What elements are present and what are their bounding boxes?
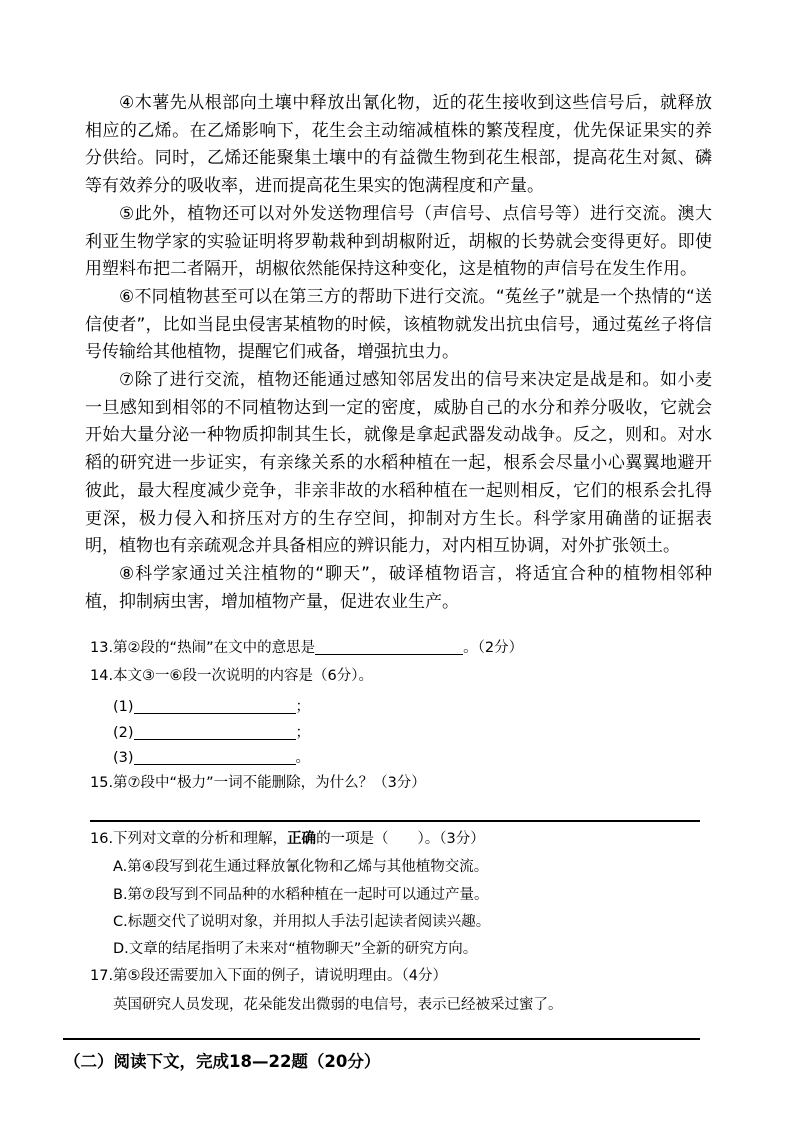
question-16 bbox=[90, 829, 485, 849]
article-body bbox=[85, 90, 712, 616]
question-17-example: 英国研究人员发现，花朵能发出微弱的电信号，表示已经被采过蜜了。 bbox=[113, 997, 563, 1013]
answer-blank bbox=[315, 640, 463, 655]
option-a: A.第④段写到花生通过释放氰化物和乙烯与其他植物交流。 bbox=[113, 859, 489, 875]
answer-line-3-punct: 。 bbox=[295, 750, 311, 766]
answer-line-1-punct: ； bbox=[295, 699, 311, 715]
answer-line-1 bbox=[113, 697, 310, 717]
answer-blank bbox=[134, 750, 296, 765]
answer-blank bbox=[134, 725, 296, 740]
answer-line-2 bbox=[113, 723, 310, 743]
divider-line-2 bbox=[63, 1038, 700, 1040]
question-16-text: 16.下列对文章的分析和理解， bbox=[90, 831, 288, 847]
option-b: B.第⑦段写到不同品种的水稻种植在一起时可以通过产量。 bbox=[113, 887, 489, 903]
option-d: D.文章的结尾指明了未来对“植物聊天”全新的研究方向。 bbox=[113, 941, 478, 957]
answer-line-1-label: (1) bbox=[113, 699, 134, 715]
question-14: 14.本文③一⑥段一次说明的内容是（6分）。 bbox=[90, 668, 374, 684]
section-2-heading: （二）阅读下文，完成18—22题（20分） bbox=[64, 1052, 381, 1071]
paragraph-6: ⑥不同植物甚至可以在第三方的帮助下进行交流。“菟丝子”就是一个热情的“送信使者”，比如当昆虫侵害某植物的时候，该植物就发出抗虫信号，通过菟丝子将信号传输给其他植物，提醒它们戒备，增强抗虫力。 bbox=[85, 286, 712, 363]
question-13-text: 13.第②段的“热闹”在文中的意思是 bbox=[90, 640, 316, 656]
paragraph-8: ⑧科学家通过关注植物的“聊天”，破译植物语言，将适宜合种的植物相邻种植，抑制病虫害，增加植物产量，促进农业生产。 bbox=[85, 563, 712, 612]
answer-blank bbox=[134, 699, 296, 714]
answer-line-2-label: (2) bbox=[113, 725, 134, 741]
question-16-suffix: 的一项是（ ）。（3分） bbox=[316, 831, 485, 847]
paragraph-5: ⑤此外，植物还可以对外发送物理信号（声信号、点信号等）进行交流。澳大利亚生物学家的实验证明将罗勒栽种到胡椒附近，胡椒的长势就会变得更好。即使用塑料布把二者隔开，胡椒依然能保持这种变化，这是植物的声信号在发生作用。 bbox=[85, 203, 712, 280]
paragraph-4: ④木薯先从根部向土壤中释放出氰化物，近的花生接收到这些信号后，就释放相应的乙烯。在乙烯影响下，花生会主动缩减植株的繁茂程度，优先保证果实的养分供给。同时，乙烯还能聚集土壤中的有益微生物到花生根部，提高花生对氮、磷等有效养分的吸收率，进而提高花生果实的饱满程度和产量。 bbox=[85, 93, 712, 197]
question-13 bbox=[90, 638, 523, 658]
question-15: 15.第⑦段中“极力”一词不能删除，为什么？（3分） bbox=[90, 775, 426, 791]
question-16-emphasis: 正确 bbox=[287, 831, 317, 847]
answer-line-3-label: (3) bbox=[113, 750, 134, 766]
divider-line bbox=[90, 820, 700, 822]
question-17: 17.第⑤段还需要加入下面的例子，请说明理由。（4分） bbox=[90, 968, 448, 984]
answer-line-3 bbox=[113, 748, 310, 768]
question-13-suffix: 。（2分） bbox=[463, 640, 524, 656]
paragraph-7: ⑦除了进行交流，植物还能通过感知邻居发出的信号来决定是战是和。如小麦一旦感知到相邻的不同植物达到一定的密度，威胁自己的水分和养分吸收，它就会开始大量分泌一种物质抑制其生长，就像是拿起武器发动战争。反之，则和。对水稻的研究进一步证实，有亲缘关系的水稻种植在一起，根系会尽量小心翼翼地避开彼此，最大程度减少竞争，非亲非故的水稻种植在一起则相反，它们的根系会扎得更深，极力侵入和挤压对方的生存空间，抑制对方生长。科学家用确凿的证据表明，植物也有亲疏观念并具备相应的辨识能力，对内相互协调，对外扩张领土。 bbox=[85, 370, 712, 557]
option-c: C.标题交代了说明对象，并用拟人手法引起读者阅读兴趣。 bbox=[113, 914, 491, 930]
answer-line-2-punct: ； bbox=[295, 725, 311, 741]
